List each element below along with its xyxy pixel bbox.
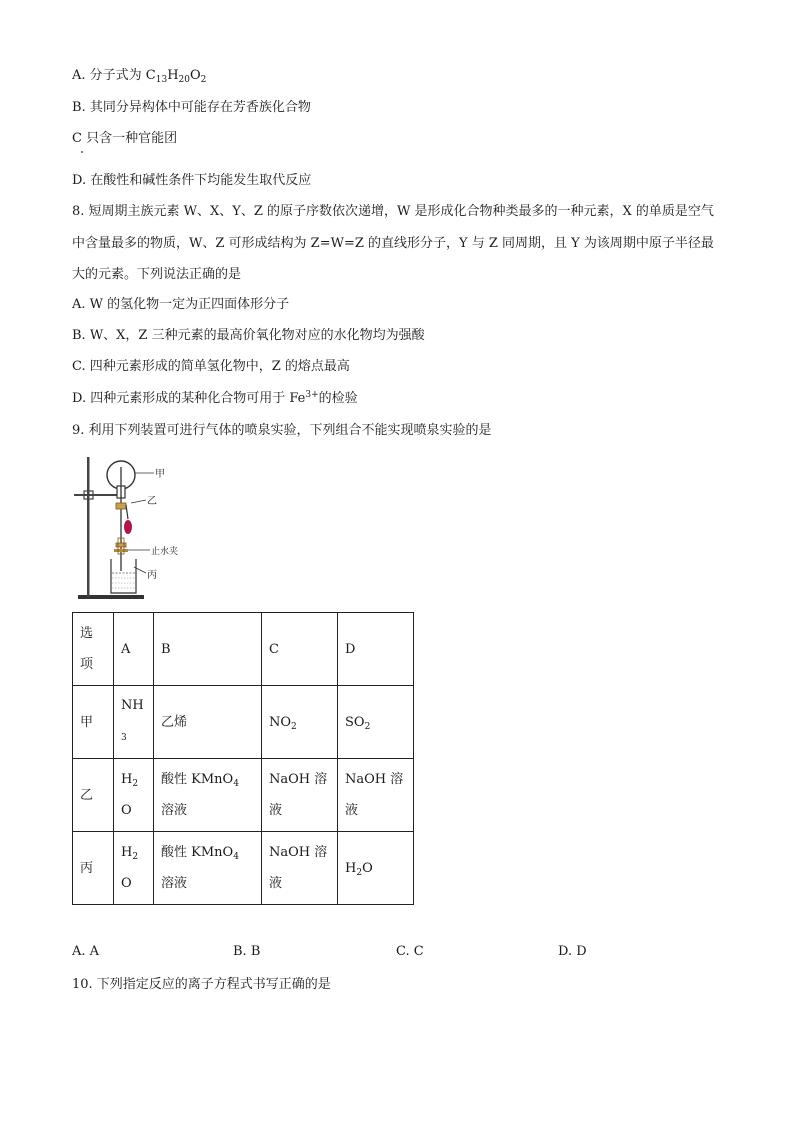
- cell-yi-a: $H_2$ O: [114, 759, 154, 832]
- q8-option-c: C. 四种元素形成的简单氢化物中，Z 的熔点最高: [72, 359, 350, 374]
- q10-stem: 10. 下列指定反应的离子方程式书写正确的是: [72, 977, 331, 992]
- q9-options-table: [72, 612, 414, 905]
- q7-option-a: A. 分子式为 $C_{13}H_{20}O_2$: [72, 68, 207, 85]
- cell-bing-b: 酸性 KMnO$_4$ 溶液: [154, 832, 262, 905]
- table-row-jia: [73, 686, 414, 759]
- label-bing: 丙: [147, 570, 157, 581]
- dropper-yi: [124, 520, 132, 534]
- q8-stem: 8. 短周期主族元素 W、X、Y、Z 的原子序数依次递增，W 是形成化合物种类最多的一种元素，X 的单质是空气中含量最多的物质，W、Z 可形成结构为 Z=W=Z 的直线形分子，Y 与 Z 同周期，且 Y 为该周期中原子半径最大的元素。下列说法正确的是: [72, 204, 714, 282]
- stand-rod: [87, 457, 90, 597]
- cell-header-label: 选 项: [73, 613, 114, 686]
- q8-option-d: D. 四种元素形成的某种化合物可用于 $Fe^{3+}$的检验: [72, 390, 358, 406]
- cell-jia-c: $NO_2$: [262, 686, 338, 759]
- label-yi: 乙: [147, 496, 157, 507]
- q7-option-b: B. 其同分异构体中可能存在芳香族化合物: [72, 100, 311, 115]
- q9-stem: 9. 利用下列装置可进行气体的喷泉实验，下列组合不能实现喷泉实验的是: [72, 423, 492, 438]
- cell-yi-d: NaOH 溶 液: [338, 759, 414, 832]
- q8-option-b: B. W、X，Z 三种元素的最高价氧化物对应的水化物均为强酸: [72, 328, 425, 343]
- cell-yi-c: NaOH 溶 液: [262, 759, 338, 832]
- table-row-bing: [73, 832, 414, 905]
- cell-bing-d: $H_2O$: [338, 832, 414, 905]
- water-clamp: [116, 543, 126, 547]
- table-row-header: [73, 613, 414, 686]
- q9-answer-a: A. A: [72, 944, 100, 959]
- q9-answer-b: B. B: [233, 944, 261, 959]
- cell-bing-a: $H_2$ O: [114, 832, 154, 905]
- cell-header-a: A: [114, 613, 154, 686]
- cell-yi-b: 酸性 KMnO$_4$ 溶液: [154, 759, 262, 832]
- q8-option-a: A. W 的氢化物一定为正四面体形分子: [72, 297, 290, 312]
- cell-header-c: C: [262, 613, 338, 686]
- cell-jia-d: $SO_2$: [338, 686, 414, 759]
- q9-answer-c: C. C: [396, 944, 424, 959]
- label-clamp: 止水夹: [151, 547, 179, 557]
- table-row-yi: [73, 759, 414, 832]
- fountain-apparatus-diagram: [74, 455, 179, 605]
- label-jia: 甲: [155, 469, 165, 480]
- cell-bing-label: 丙: [73, 832, 114, 905]
- cell-header-d: D: [338, 613, 414, 686]
- cell-jia-a: NH 3: [114, 686, 154, 759]
- cell-jia-label: 甲: [73, 686, 114, 759]
- q7-option-d: D. 在酸性和碱性条件下均能发生取代反应: [72, 173, 312, 188]
- cell-yi-label: 乙: [73, 759, 114, 832]
- cell-jia-b: 乙烯: [154, 686, 262, 759]
- q7-option-c: C 只含一种官能团: [72, 131, 178, 146]
- beaker-bing: [111, 559, 136, 593]
- cell-header-b: B: [154, 613, 262, 686]
- q9-answer-d: D. D: [558, 944, 587, 959]
- cell-bing-c: NaOH 溶 液: [262, 832, 338, 905]
- stray-dot: [81, 151, 83, 153]
